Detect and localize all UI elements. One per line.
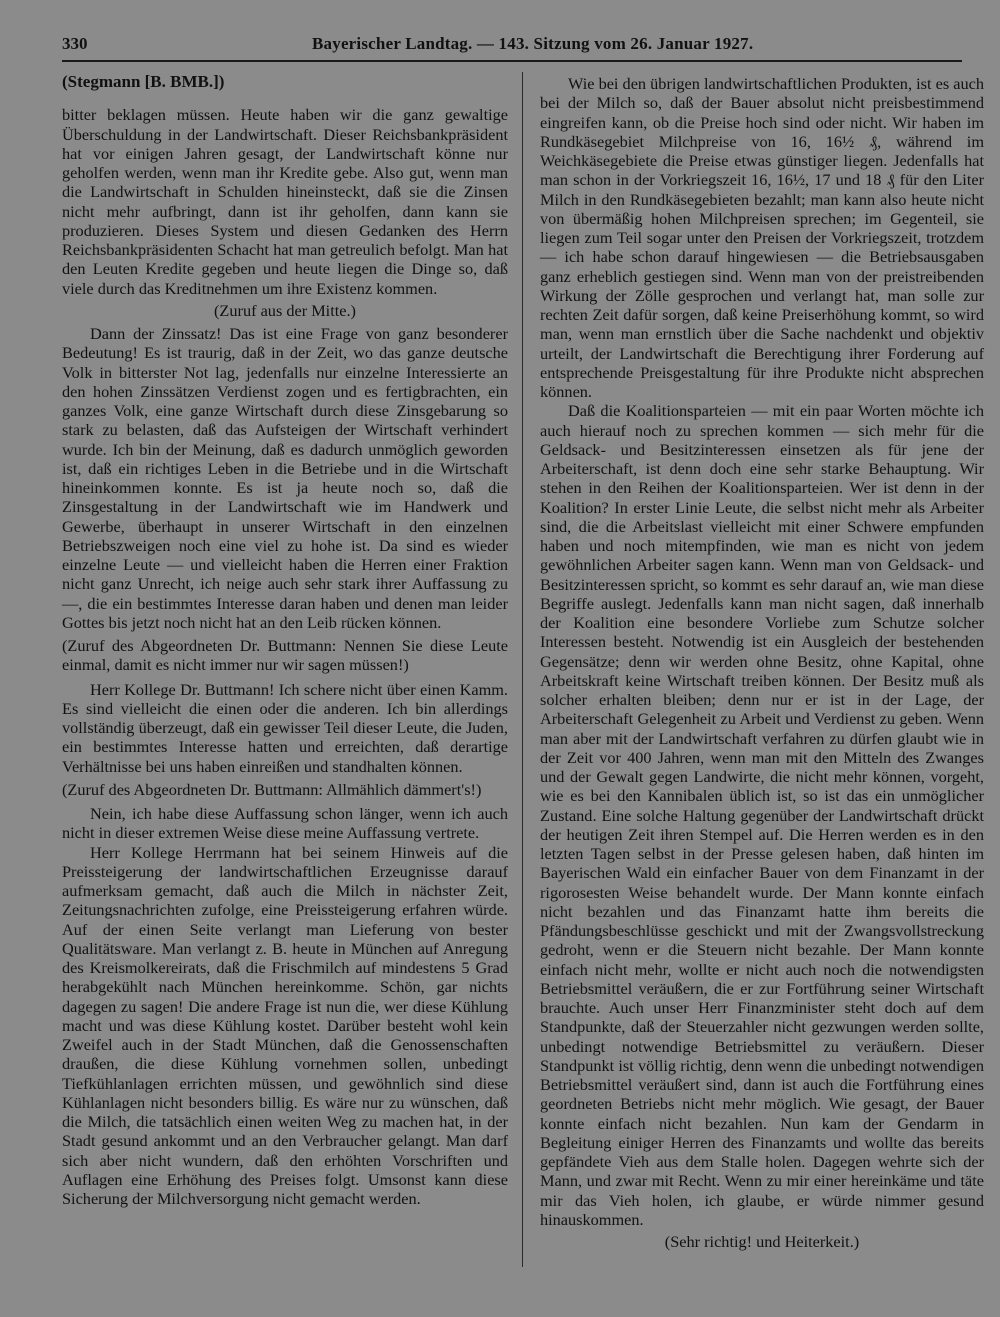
paragraph: Wie bei den übrigen landwirtschaftlichen Produkten, ist es auch bei der Milch so, daß der Bauer absolut nicht preisbestimmend eingreifen kann, ob die Preise hoch sind oder nicht. Wir haben im Rundkäsegebiet Milchpreise von 16, 16½ ₰, während im Weichkäsegebiete die Preise etwas günstiger liegen. Jedenfalls hat man schon in der Vorkriegszeit 16, 16½, 17 und 18 ₰ für den Liter Milch in den Rundkäsegebieten bezahlt; man kann also heute nicht von übermäßig hohen Milchpreisen sprechen; im Gegenteil, sie liegen zum Teil sogar unter den Preisen der Vorkriegszeit, trotzdem — ich habe schon darauf hingewiesen — die Betriebsausgaben ganz erheblich gestiegen sind. Wenn man von der preistreibenden Wirkung der Zölle gesprochen und verlangt hat, man solle zur rechten Zeit dafür sorgen, daß keine Preiserhöhung kommt, so wird man, wenn man ernstlich über die Sache nachdenkt und objektiv urteilt, der Landwirtschaft die Berechtigung ihrer Forderung auf entsprechende Preisgestaltung für ihre Produkte nicht absprechen können. [540, 74, 984, 401]
interjection: (Sehr richtig! und Heiterkeit.) [664, 1232, 860, 1251]
interjection: (Zuruf des Abgeordneten Dr. Buttmann: Nennen Sie diese Leute einmal, damit es nicht immer nur wir sagen müssen!) [62, 636, 508, 675]
paragraph: Herr Kollege Herrmann hat bei seinem Hinweis auf die Preissteigerung der landwirtschaftlichen Erzeugnisse darauf aufmerksam gemacht, daß auch die Milch in nächster Zeit, Zeitungsnachrichten zufolge, eine Preissteigerung erfahren würde. Auf der einen Seite verlangt man Lieferung von bester Qualitätsware. Man verlangt z. B. heute in München auf Anregung des Kreismolkereirats, daß die Frischmilch auf mindestens 5 Grad herabgekühlt nach München hereinkomme. Schön, gar nichts dagegen zu sagen! Die andere Frage ist nun die, wer diese Kühlung macht und was diese Kühlung kostet. Darüber besteht wohl kein Zweifel auch in der Stadt München, daß die Genossenschaften draußen, die diese Kühlung vornehmen sollen, unbedingt Tiefkühlanlagen errichten müssen, und gewöhnlich sind diese Kühlanlagen nicht besonders billig. Es wäre nur zu wünschen, daß die Milch, die tatsächlich einen weiten Weg zu machen hat, in der Stadt gesund ankommt und an den Verbraucher gelangt. Man darf sich aber nicht wundern, daß den erhöhten Vorschriften und Auflagen eine Erhöhung des Preises folgt. Umsonst kann diese Sicherung der Milchversorgung nicht gemacht werden. [62, 842, 508, 1208]
paragraph: Herr Kollege Dr. Buttmann! Ich schere nicht über einen Kamm. Es sind vielleicht die einen oder die anderen. Ich bin allerdings vollständig überzeugt, daß ein gewisser Teil dieser Leute, die Juden, ein bestimmtes Interesse hatten und erreichten, daß derartige Verhältnisse bei uns haben einreißen und standhalten können. [62, 679, 508, 776]
column-divider [522, 72, 523, 1267]
paragraph: bitter beklagen müssen. Heute haben wir die ganz gewaltige Überschuldung in der Landwirtschaft. Dieser Reichsbankpräsident hat vor einigen Jahren gesagt, der Landwirtschaft könne nur geholfen werden, wenn man ihr Kredite gebe. Also gut, wenn man die Landwirtschaft in Schulden hineinsteckt, daß sie die Zinsen nicht mehr aufbringt, dann ist ihr geholfen, dann kann sie produzieren. Dieses System und diesen Gedanken des Herrn Reichsbankpräsidenten Schacht hat man getreulich befolgt. Man hat den Leuten Kredite gegeben und heute liegen die Dinge so, daß viele durch das Kreditnehmen um ihre Existenz kommen. [62, 105, 508, 298]
right-column [540, 74, 984, 1255]
running-header [62, 34, 962, 62]
left-column [62, 72, 508, 1208]
paragraph: Nein, ich habe diese Auffassung schon länger, wenn ich auch nicht in dieser extremen Weise diese meine Auffassung vertrete. [62, 804, 508, 843]
running-title: Bayerischer Landtag. — 143. Sitzung vom 26. Januar 1927. [312, 34, 754, 53]
interjection: (Zuruf aus der Mitte.) [214, 300, 356, 320]
paragraph: Dann der Zinssatz! Das ist eine Frage von ganz besonderer Bedeutung! Es ist traurig, daß in der Zeit, wo das ganze deutsche Volk in bitterster Not lag, jedenfalls nur einzelne Interessierte an den hohen Zinssätzen Verdienst zogen und es fertigbrachten, ein ganzes Volk, eine ganze Wirtschaft durch diese Zinsgebarung so stark zu belasten, daß das Aufsteigen der Wirtschaft verhindert wurde. Ich bin der Meinung, daß es dadurch unmöglich geworden ist, daß ein richtiges Leben in die Betriebe und in die Wirtschaft hineinkommen konnte. Es ist ja heute noch so, daß die Zinsgestaltung in der Landwirtschaft wie im Handwerk und Gewerbe, überhaupt in unserer Wirtschaft in den einzelnen Betriebszweigen noch eine viel zu hohe ist. Da sind es wieder einzelne Leute — und vielleicht haben die Herren einer Fraktion nicht ganz Unrecht, ich neige auch sehr stark ihrer Auffassung zu —, die ein bestimmtes Interesse daran haben und denen man leider Gottes bis jetzt noch nicht hat an den Leib rücken können. [62, 324, 508, 632]
page-number: 330 [62, 34, 88, 53]
interjection: (Zuruf des Abgeordneten Dr. Buttmann: Allmählich dämmert's!) [62, 779, 482, 799]
speaker-label: (Stegmann [B. BMB.]) [62, 72, 225, 91]
paragraph: Daß die Koalitionsparteien — mit ein paar Worten möchte ich auch hierauf noch zu sprechen kommen — sich mehr für die Geldsack- und Besitzinteressen einsetzen als für jene der Arbeiterschaft, ist denn doch eine sehr starke Behauptung. Wir stehen in den Reihen der Koalitionsparteien. Wer ist denn in der Koalition? In erster Linie Leute, die selbst nicht mehr als Arbeiter sind, die die Arbeitslast vielleicht mit einer Schwere empfunden haben und noch mitempfinden, wie man es nicht von jedem gewöhnlichen Arbeiter sagen kann. Wenn man von Geldsack- und Besitzinteressen spricht, so kommt es sehr darauf an, wie man diese Begriffe auslegt. Jedenfalls kann man nicht sagen, daß innerhalb der Koalition eine besondere Vorliebe zum Schutze solcher Interessen besteht. Notwendig ist ein Ausgleich der bestehenden Gegensätze; denn wir werden ohne Besitz, ohne Kapital, ohne Arbeitskraft keine Wirtschaft treiben können. Der Besitz muß als solcher erhalten bleiben; denn nur er ist in der Lage, der Arbeiterschaft Gelegenheit zu Arbeit und Verdienst zu geben. Wenn man aber mit der Landwirtschaft verfahren zu dürfen glaubt wie in der Zeit vor 400 Jahren, wenn man mit den Mitteln des Zwanges und der Gewalt gegen Landwirte, die nicht mehr können, vorgeht, wie es bei den Kannibalen üblich ist, so ist das ein unmöglicher Zustand. Eine solche Haltung gegenüber der Landwirtschaft drückt der heutigen Zeit ihren Stempel auf. Die Herren werden es in den letzten Tagen selbst in der Presse gelesen haben, daß hinten im Bayerischen Wald ein einfacher Bauer von dem Finanzamt in der rigorosesten Weise behandelt wurde. Der Mann konnte einfach nicht bezahlen und das Finanzamt hatte ihm bereits die Pfändungsbeschlüsse geschickt und mit der Zwangsvollstreckung gedroht, wenn er die Steuern nicht bezahle. Der Mann konnte einfach nicht mehr, wollte er nicht auch noch die notwendigsten Betriebsmittel veräußern, die er zur Fortführung seiner Wirtschaft brauchte. Auch unser Herr Finanzminister steht doch auf dem Standpunkte, daß der Steuerzahler nicht gezwungen werden sollte, unbedingt notwendige Betriebsmittel zu veräußern. Dieser Standpunkt ist völlig richtig, denn wenn die unbedingt notwendigen Betriebsmittel veräußert sind, dann ist auch die Fortführung eines geordneten Betriebs nicht mehr möglich. Wie gesagt, der Bauer konnte einfach nicht bezahlen. Nun kam der Gendarm in Begleitung einiger Herren des Finanzamts und wollte das bereits gepfändete Vieh aus dem Stalle holen. Dagegen wehrte sich der Mann, und zwar mit Recht. Wenn zu mir einer hereinkäme und täte mir das Vieh holen, ich glaube, er würde nimmer gesund hinauskommen. [540, 401, 984, 1229]
